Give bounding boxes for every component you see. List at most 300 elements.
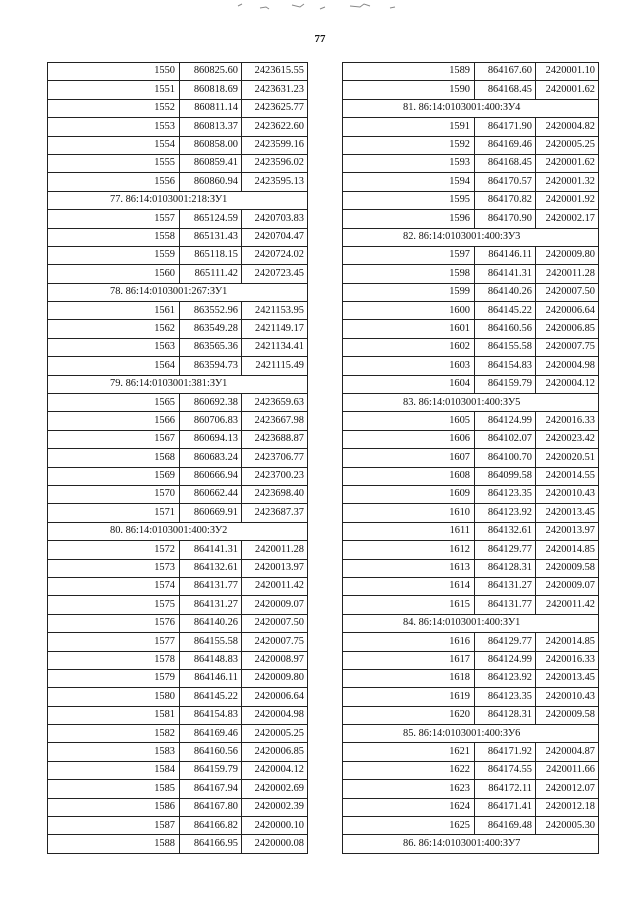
point-number: 1602 [343, 338, 475, 356]
parcel-header: 81. 86:14:0103001:400:ЗУ4 [343, 99, 599, 117]
x-coordinate: 865124.59 [180, 210, 242, 228]
coordinate-row [48, 725, 308, 743]
y-coordinate: 2420001.62 [536, 81, 599, 99]
point-number: 1606 [343, 430, 475, 448]
x-coordinate: 864159.79 [180, 761, 242, 779]
x-coordinate: 864171.90 [475, 118, 536, 136]
x-coordinate: 860662.44 [180, 485, 242, 503]
point-number: 1587 [48, 817, 180, 835]
point-number: 1593 [343, 154, 475, 172]
x-coordinate: 864140.26 [475, 283, 536, 301]
y-coordinate: 2420010.43 [536, 485, 599, 503]
point-number: 1621 [343, 743, 475, 761]
y-coordinate: 2420014.85 [536, 633, 599, 651]
x-coordinate: 865111.42 [180, 265, 242, 283]
point-number: 1556 [48, 173, 180, 191]
coordinate-row [48, 798, 308, 816]
point-number: 1617 [343, 651, 475, 669]
y-coordinate: 2420004.98 [536, 357, 599, 375]
coordinate-row [343, 246, 599, 264]
y-coordinate: 2420004.12 [242, 761, 308, 779]
point-number: 1579 [48, 669, 180, 687]
x-coordinate: 865131.43 [180, 228, 242, 246]
coordinates-table-left [47, 62, 308, 854]
y-coordinate: 2423667.98 [242, 412, 308, 430]
x-coordinate: 860666.94 [180, 467, 242, 485]
y-coordinate: 2423596.02 [242, 154, 308, 172]
coordinate-row [343, 706, 599, 724]
point-number: 1577 [48, 633, 180, 651]
coordinate-row [343, 504, 599, 522]
coordinate-row [48, 81, 308, 99]
coordinate-row [343, 136, 599, 154]
y-coordinate: 2420006.64 [536, 302, 599, 320]
y-coordinate: 2420004.87 [536, 743, 599, 761]
y-coordinate: 2420013.97 [242, 559, 308, 577]
coordinate-row [48, 541, 308, 559]
point-number: 1550 [48, 63, 180, 81]
coordinate-row [48, 577, 308, 595]
x-coordinate: 863552.96 [180, 302, 242, 320]
x-coordinate: 864128.31 [475, 559, 536, 577]
point-number: 1583 [48, 743, 180, 761]
x-coordinate: 864123.35 [475, 688, 536, 706]
x-coordinate: 864167.80 [180, 798, 242, 816]
y-coordinate: 2420704.47 [242, 228, 308, 246]
x-coordinate: 864174.55 [475, 761, 536, 779]
coordinate-row [48, 394, 308, 412]
x-coordinate: 864131.77 [180, 577, 242, 595]
parcel-header-row [48, 283, 308, 301]
y-coordinate: 2420011.28 [536, 265, 599, 283]
x-coordinate: 864167.94 [180, 780, 242, 798]
x-coordinate: 864102.07 [475, 430, 536, 448]
y-coordinate: 2420000.10 [242, 817, 308, 835]
coordinate-row [343, 320, 599, 338]
point-number: 1589 [343, 63, 475, 81]
x-coordinate: 864148.83 [180, 651, 242, 669]
coordinate-row [48, 688, 308, 706]
parcel-header: 86. 86:14:0103001:400:ЗУ7 [343, 835, 599, 853]
y-coordinate: 2421153.95 [242, 302, 308, 320]
x-coordinate: 864169.46 [180, 725, 242, 743]
coordinate-row [48, 633, 308, 651]
point-number: 1555 [48, 154, 180, 172]
parcel-header: 80. 86:14:0103001:400:ЗУ2 [48, 522, 308, 540]
coordinate-row [48, 835, 308, 853]
y-coordinate: 2420010.43 [536, 688, 599, 706]
point-number: 1601 [343, 320, 475, 338]
point-number: 1607 [343, 449, 475, 467]
y-coordinate: 2420020.51 [536, 449, 599, 467]
point-number: 1565 [48, 394, 180, 412]
point-number: 1576 [48, 614, 180, 632]
y-coordinate: 2420013.97 [536, 522, 599, 540]
point-number: 1599 [343, 283, 475, 301]
x-coordinate: 864146.11 [180, 669, 242, 687]
x-coordinate: 864160.56 [180, 743, 242, 761]
parcel-header-row [343, 394, 599, 412]
x-coordinate: 864170.82 [475, 191, 536, 209]
y-coordinate: 2423688.87 [242, 430, 308, 448]
x-coordinate: 864140.26 [180, 614, 242, 632]
point-number: 1590 [343, 81, 475, 99]
x-coordinate: 864145.22 [180, 688, 242, 706]
x-coordinate: 864128.31 [475, 706, 536, 724]
point-number: 1567 [48, 430, 180, 448]
y-coordinate: 2420009.07 [536, 577, 599, 595]
x-coordinate: 864141.31 [475, 265, 536, 283]
y-coordinate: 2420016.33 [536, 412, 599, 430]
x-coordinate: 860860.94 [180, 173, 242, 191]
y-coordinate: 2420012.07 [536, 780, 599, 798]
coordinate-row [343, 669, 599, 687]
y-coordinate: 2423700.23 [242, 467, 308, 485]
coordinate-row [343, 154, 599, 172]
coordinate-row [343, 743, 599, 761]
point-number: 1584 [48, 761, 180, 779]
parcel-header-row [343, 99, 599, 117]
coordinates-table-right [342, 62, 599, 854]
point-number: 1553 [48, 118, 180, 136]
y-coordinate: 2420001.62 [536, 154, 599, 172]
point-number: 1572 [48, 541, 180, 559]
y-coordinate: 2420013.45 [536, 504, 599, 522]
point-number: 1622 [343, 761, 475, 779]
coordinate-row [343, 338, 599, 356]
coordinate-row [48, 246, 308, 264]
point-number: 1614 [343, 577, 475, 595]
parcel-header-row [343, 835, 599, 853]
coordinate-row [48, 485, 308, 503]
point-number: 1603 [343, 357, 475, 375]
page-number: 77 [314, 33, 326, 45]
y-coordinate: 2420012.18 [536, 798, 599, 816]
coordinate-row [48, 99, 308, 117]
coordinate-row [48, 430, 308, 448]
coordinate-row [48, 780, 308, 798]
coordinate-row [48, 357, 308, 375]
coordinate-row [48, 338, 308, 356]
y-coordinate: 2420000.08 [242, 835, 308, 853]
y-coordinate: 2420007.75 [242, 633, 308, 651]
y-coordinate: 2420011.42 [242, 577, 308, 595]
coordinate-row [48, 154, 308, 172]
y-coordinate: 2420009.07 [242, 596, 308, 614]
point-number: 1578 [48, 651, 180, 669]
point-number: 1585 [48, 780, 180, 798]
coordinate-row [343, 559, 599, 577]
point-number: 1563 [48, 338, 180, 356]
y-coordinate: 2420001.10 [536, 63, 599, 81]
coordinate-row [48, 173, 308, 191]
x-coordinate: 864124.99 [475, 412, 536, 430]
y-coordinate: 2420011.28 [242, 541, 308, 559]
point-number: 1580 [48, 688, 180, 706]
x-coordinate: 860859.41 [180, 154, 242, 172]
x-coordinate: 860818.69 [180, 81, 242, 99]
y-coordinate: 2420009.80 [536, 246, 599, 264]
x-coordinate: 864129.77 [475, 541, 536, 559]
coordinate-row [343, 688, 599, 706]
point-number: 1613 [343, 559, 475, 577]
y-coordinate: 2420723.45 [242, 265, 308, 283]
y-coordinate: 2423659.63 [242, 394, 308, 412]
coordinate-row [343, 412, 599, 430]
point-number: 1586 [48, 798, 180, 816]
coordinate-row [343, 780, 599, 798]
coordinate-row [48, 651, 308, 669]
point-number: 1598 [343, 265, 475, 283]
x-coordinate: 864169.46 [475, 136, 536, 154]
y-coordinate: 2420007.50 [536, 283, 599, 301]
x-coordinate: 864159.79 [475, 375, 536, 393]
coordinate-row [48, 817, 308, 835]
coordinate-row [48, 743, 308, 761]
x-coordinate: 864131.27 [180, 596, 242, 614]
point-number: 1561 [48, 302, 180, 320]
x-coordinate: 864166.95 [180, 835, 242, 853]
point-number: 1623 [343, 780, 475, 798]
point-number: 1610 [343, 504, 475, 522]
y-coordinate: 2420009.80 [242, 669, 308, 687]
x-coordinate: 860813.37 [180, 118, 242, 136]
coordinate-row [48, 265, 308, 283]
parcel-header: 79. 86:14:0103001:381:ЗУ1 [48, 375, 308, 393]
coordinate-row [343, 761, 599, 779]
y-coordinate: 2421134.41 [242, 338, 308, 356]
point-number: 1592 [343, 136, 475, 154]
point-number: 1573 [48, 559, 180, 577]
y-coordinate: 2420006.64 [242, 688, 308, 706]
x-coordinate: 860825.60 [180, 63, 242, 81]
parcel-header-row [343, 614, 599, 632]
y-coordinate: 2420002.39 [242, 798, 308, 816]
point-number: 1600 [343, 302, 475, 320]
point-number: 1574 [48, 577, 180, 595]
parcel-header: 85. 86:14:0103001:400:ЗУ6 [343, 725, 599, 743]
x-coordinate: 863565.36 [180, 338, 242, 356]
y-coordinate: 2420004.82 [536, 118, 599, 136]
point-number: 1605 [343, 412, 475, 430]
x-coordinate: 864155.58 [475, 338, 536, 356]
point-number: 1558 [48, 228, 180, 246]
point-number: 1594 [343, 173, 475, 191]
y-coordinate: 2420724.02 [242, 246, 308, 264]
parcel-header-row [343, 228, 599, 246]
x-coordinate: 863594.73 [180, 357, 242, 375]
y-coordinate: 2420001.92 [536, 191, 599, 209]
point-number: 1608 [343, 467, 475, 485]
y-coordinate: 2420016.33 [536, 651, 599, 669]
x-coordinate: 865118.15 [180, 246, 242, 264]
point-number: 1564 [48, 357, 180, 375]
y-coordinate: 2423687.37 [242, 504, 308, 522]
x-coordinate: 860858.00 [180, 136, 242, 154]
coordinate-row [48, 136, 308, 154]
coordinate-row [343, 63, 599, 81]
coordinate-row [343, 357, 599, 375]
point-number: 1612 [343, 541, 475, 559]
y-coordinate: 2420006.85 [536, 320, 599, 338]
y-coordinate: 2420014.55 [536, 467, 599, 485]
point-number: 1557 [48, 210, 180, 228]
y-coordinate: 2420004.12 [536, 375, 599, 393]
coordinate-row [343, 798, 599, 816]
point-number: 1566 [48, 412, 180, 430]
y-coordinate: 2423595.13 [242, 173, 308, 191]
point-number: 1618 [343, 669, 475, 687]
coordinate-row [343, 577, 599, 595]
point-number: 1554 [48, 136, 180, 154]
point-number: 1597 [343, 246, 475, 264]
x-coordinate: 864123.92 [475, 504, 536, 522]
coordinate-row [343, 596, 599, 614]
x-coordinate: 864172.11 [475, 780, 536, 798]
coordinate-row [48, 706, 308, 724]
point-number: 1581 [48, 706, 180, 724]
y-coordinate: 2420011.42 [536, 596, 599, 614]
y-coordinate: 2420002.17 [536, 210, 599, 228]
coordinate-row [343, 191, 599, 209]
point-number: 1620 [343, 706, 475, 724]
x-coordinate: 860669.91 [180, 504, 242, 522]
point-number: 1619 [343, 688, 475, 706]
coordinate-row [343, 265, 599, 283]
y-coordinate: 2420001.32 [536, 173, 599, 191]
y-coordinate: 2423625.77 [242, 99, 308, 117]
y-coordinate: 2420009.58 [536, 706, 599, 724]
point-number: 1571 [48, 504, 180, 522]
coordinate-row [343, 633, 599, 651]
coordinate-row [48, 761, 308, 779]
y-coordinate: 2420006.85 [242, 743, 308, 761]
x-coordinate: 864171.92 [475, 743, 536, 761]
y-coordinate: 2423706.77 [242, 449, 308, 467]
y-coordinate: 2423622.60 [242, 118, 308, 136]
y-coordinate: 2423631.23 [242, 81, 308, 99]
x-coordinate: 864166.82 [180, 817, 242, 835]
point-number: 1552 [48, 99, 180, 117]
point-number: 1551 [48, 81, 180, 99]
point-number: 1624 [343, 798, 475, 816]
y-coordinate: 2420005.25 [536, 136, 599, 154]
coordinate-row [48, 302, 308, 320]
parcel-header-row [343, 725, 599, 743]
y-coordinate: 2420014.85 [536, 541, 599, 559]
y-coordinate: 2423599.16 [242, 136, 308, 154]
x-coordinate: 864131.27 [475, 577, 536, 595]
parcel-header-row [48, 375, 308, 393]
x-coordinate: 860706.83 [180, 412, 242, 430]
point-number: 1595 [343, 191, 475, 209]
x-coordinate: 864168.45 [475, 154, 536, 172]
y-coordinate: 2420011.66 [536, 761, 599, 779]
point-number: 1611 [343, 522, 475, 540]
y-coordinate: 2421115.49 [242, 357, 308, 375]
parcel-header: 82. 86:14:0103001:400:ЗУ3 [343, 228, 599, 246]
point-number: 1615 [343, 596, 475, 614]
parcel-header-row [48, 191, 308, 209]
coordinate-row [48, 228, 308, 246]
point-number: 1575 [48, 596, 180, 614]
y-coordinate: 2423615.55 [242, 63, 308, 81]
y-coordinate: 2420009.58 [536, 559, 599, 577]
coordinate-row [48, 449, 308, 467]
coordinate-row [343, 651, 599, 669]
point-number: 1559 [48, 246, 180, 264]
x-coordinate: 864169.48 [475, 817, 536, 835]
coordinate-row [343, 485, 599, 503]
x-coordinate: 864099.58 [475, 467, 536, 485]
coordinate-row [48, 559, 308, 577]
x-coordinate: 864171.41 [475, 798, 536, 816]
y-coordinate: 2420007.75 [536, 338, 599, 356]
y-coordinate: 2420005.30 [536, 817, 599, 835]
x-coordinate: 864131.77 [475, 596, 536, 614]
coordinate-row [343, 375, 599, 393]
x-coordinate: 864167.60 [475, 63, 536, 81]
coordinate-row [343, 283, 599, 301]
point-number: 1568 [48, 449, 180, 467]
coordinate-row [343, 430, 599, 448]
point-number: 1570 [48, 485, 180, 503]
x-coordinate: 860692.38 [180, 394, 242, 412]
x-coordinate: 864168.45 [475, 81, 536, 99]
y-coordinate: 2420013.45 [536, 669, 599, 687]
coordinate-row [343, 817, 599, 835]
point-number: 1588 [48, 835, 180, 853]
x-coordinate: 864170.90 [475, 210, 536, 228]
parcel-header: 83. 86:14:0103001:400:ЗУ5 [343, 394, 599, 412]
x-coordinate: 864155.58 [180, 633, 242, 651]
x-coordinate: 864132.61 [475, 522, 536, 540]
x-coordinate: 864141.31 [180, 541, 242, 559]
y-coordinate: 2420023.42 [536, 430, 599, 448]
coordinate-row [343, 467, 599, 485]
coordinate-row [343, 210, 599, 228]
parcel-header: 84. 86:14:0103001:400:ЗУ1 [343, 614, 599, 632]
y-coordinate: 2420007.50 [242, 614, 308, 632]
y-coordinate: 2423698.40 [242, 485, 308, 503]
parcel-header: 78. 86:14:0103001:267:ЗУ1 [48, 283, 308, 301]
coordinate-row [343, 449, 599, 467]
x-coordinate: 864170.57 [475, 173, 536, 191]
coordinate-row [48, 320, 308, 338]
point-number: 1596 [343, 210, 475, 228]
point-number: 1582 [48, 725, 180, 743]
point-number: 1625 [343, 817, 475, 835]
x-coordinate: 864123.35 [475, 485, 536, 503]
x-coordinate: 864145.22 [475, 302, 536, 320]
point-number: 1616 [343, 633, 475, 651]
y-coordinate: 2420004.98 [242, 706, 308, 724]
point-number: 1569 [48, 467, 180, 485]
x-coordinate: 860811.14 [180, 99, 242, 117]
coordinate-row [48, 63, 308, 81]
coordinate-row [48, 467, 308, 485]
x-coordinate: 864129.77 [475, 633, 536, 651]
coordinate-row [343, 541, 599, 559]
x-coordinate: 860694.13 [180, 430, 242, 448]
y-coordinate: 2420703.83 [242, 210, 308, 228]
x-coordinate: 864123.92 [475, 669, 536, 687]
coordinate-row [48, 614, 308, 632]
coordinate-row [343, 118, 599, 136]
x-coordinate: 864154.83 [475, 357, 536, 375]
x-coordinate: 860683.24 [180, 449, 242, 467]
coordinate-row [48, 596, 308, 614]
